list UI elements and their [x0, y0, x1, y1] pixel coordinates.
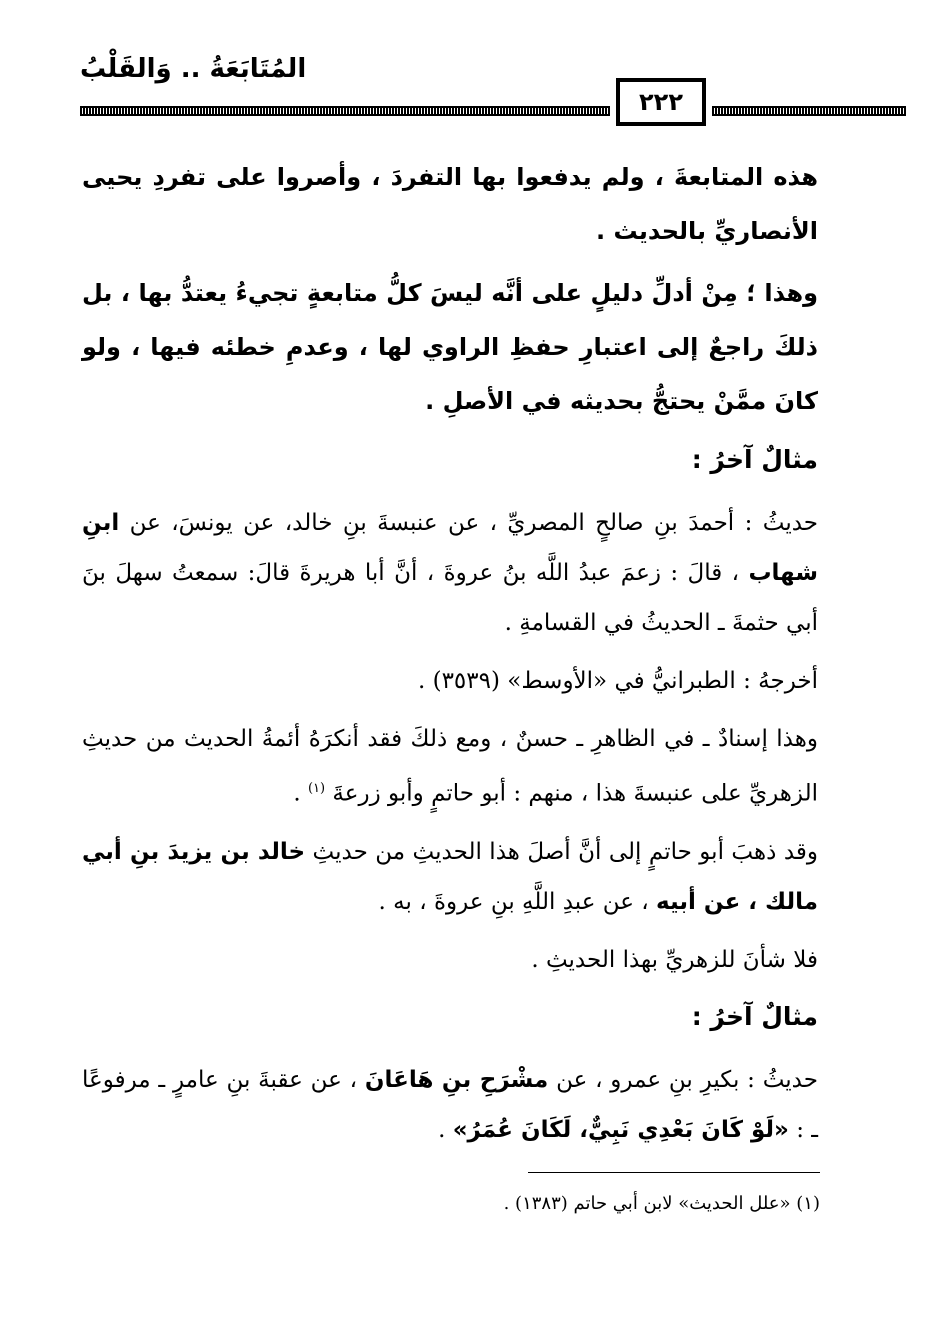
footnote-marker: (١): [307, 781, 326, 796]
narrator-name-bold: ابنِ شهاب: [82, 510, 818, 586]
paragraph-2: وهذا ؛ مِنْ أدلِّ دليلٍ على أنَّه ليسَ كلُّ متابعةٍ تجيءُ يعتدُّ بها ، بل ذلكَ راجعٌ إلى اعتبارِ حفظِ الراوي لها ، وعدمِ خطئه فيها ، ولو كانَ ممَّنْ يحتجُّ بحديثه في الأصلِ .: [82, 279, 818, 415]
paragraph-6-text: وقد ذهبَ أبو حاتمٍ إلى أنَّ أصلَ هذا الحديثِ من حديثِ: [312, 838, 818, 865]
running-header: [80, 46, 940, 130]
book-title: المُتَابَعَةُ .. وَالقَلْبُ: [80, 54, 307, 84]
footnote-divider: [528, 1172, 820, 1173]
paragraph-1: هذه المتابعةَ ، ولم يدفعوا بها التفردَ ، وأصروا على تفردِ يحيى الأنصاريِّ بالحديث .: [82, 163, 818, 245]
header-rule-right: [712, 106, 906, 116]
paragraph-8-text: حديثُ : بكيرِ بنِ عمرو ، عن: [556, 1066, 818, 1093]
paragraph-6: [82, 827, 818, 927]
paragraph-5-text: وهذا إسنادٌ ـ في الظاهرِ ـ حسنٌ ، ومع ذلكَ فقد أنكرَهُ أئمةُ الحديث من حديثِ الزهريِّ على عنبسةَ هذا ، منهم : أبو حاتمٍ وأبو زرعةَ: [82, 726, 818, 807]
paragraph-7: فلا شأنَ للزهريِّ بهذا الحديثِ .: [531, 946, 818, 973]
paragraph-5: [82, 714, 818, 819]
paragraph-8-mid: ، عن عقبةَ بنِ عامرٍ ـ مرفوعًا ـ :: [82, 1066, 818, 1143]
hadith-quote: «لَوْ كَانَ بَعْدِي نَبِيٌّ، لَكَانَ عُمَرُ»: [452, 1116, 789, 1143]
section-heading-1: مثالٌ آخرُ :: [691, 445, 818, 474]
footnote: (١) «علل الحديث» لابن أبي حاتم (١٣٨٣) .: [503, 1193, 820, 1214]
paragraph-3-tail: ، قالَ : زعمَ عبدُ اللَّه بنُ عروةَ ، أنَّ أبا هريرةَ قالَ: سمعتُ سهلَ بنَ أبي حثمةَ ـ الحديثُ في القسامةِ .: [82, 560, 818, 636]
paragraph-3: [82, 498, 818, 648]
page-number: ٢٢٢: [616, 78, 706, 126]
chain-bold: خالد بن يزيدَ بنِ أبي مالك ، عن أبيه: [82, 838, 818, 915]
paragraph-3-text: حديثُ : أحمدَ بنِ صالحٍ المصريِّ ، عن عنبسةَ بنِ خالد، عن يونسَ، عن: [129, 510, 819, 536]
paragraph-5-tail: .: [293, 780, 308, 807]
main-text: [82, 150, 818, 1163]
paragraph-8: [82, 1055, 818, 1155]
paragraph-4: أخرجهُ : الطبرانيُّ في «الأوسط» (٣٥٣٩) .: [417, 668, 818, 694]
paragraph-6-tail: ، عن عبدِ اللَّهِ بنِ عروةَ ، به .: [378, 888, 649, 915]
header-rule-left: [80, 106, 610, 116]
section-heading-2: مثالٌ آخرُ :: [691, 1001, 818, 1031]
paragraph-8-tail: .: [438, 1116, 453, 1143]
narrator-name-bold-2: مشْرَحِ بنِ هَاعَانَ: [364, 1066, 549, 1093]
